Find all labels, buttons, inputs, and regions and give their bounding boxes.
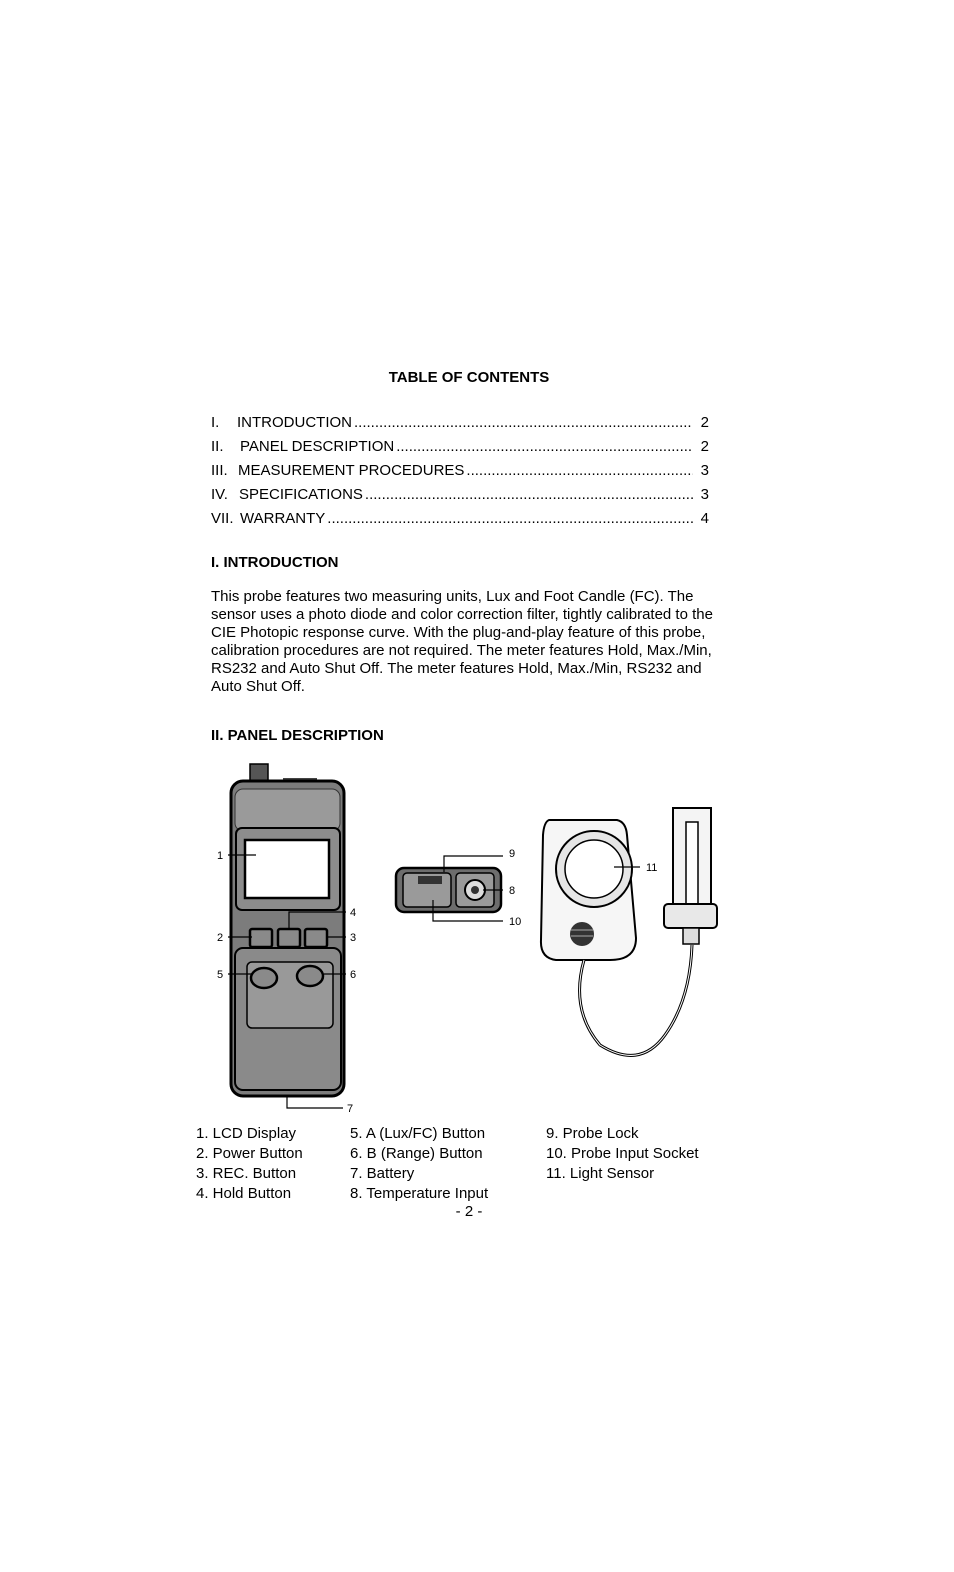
legend-column [350,1124,488,1204]
legend-item: 3. REC. Button [196,1165,297,1182]
toc-entry [211,438,709,462]
toc-entry-page: 3 [700,462,709,479]
toc-entry [211,462,709,486]
toc-entry-number: IV. [211,486,228,503]
toc-entry-number: III. [211,462,228,479]
callout-10: 10 [509,916,522,928]
callout-3: 3 [350,932,357,944]
toc-entry-label: PANEL DESCRIPTION [240,438,395,455]
legend-column [546,1124,699,1184]
toc-list [211,414,709,534]
toc-entry-page: 4 [700,510,709,527]
toc-entry-page: 2 [700,438,709,455]
legend-item: 10. Probe Input Socket [546,1145,699,1162]
callout-8: 8 [509,885,516,897]
legend-item: 6. B (Range) Button [350,1145,483,1162]
light-probe-illustration [541,808,717,1055]
toc-entry-label: SPECIFICATIONS [239,486,363,503]
callout-11: 11 [646,862,658,874]
legend-item: 1. LCD Display [196,1125,297,1142]
toc-leader-dots [396,438,692,456]
toc-entry-number: I. [211,414,220,431]
callout-4: 4 [350,907,357,919]
page-number: - 2 - [455,1203,483,1220]
introduction-heading: I. INTRODUCTION [211,554,339,571]
callout-2: 2 [217,932,224,944]
toc-entry-number: VII. [211,510,234,527]
legend-item: 2. Power Button [196,1145,303,1162]
legend-item: 8. Temperature Input [350,1185,489,1202]
legend-item: 4. Hold Button [196,1185,292,1202]
callout-9: 9 [509,848,516,860]
callout-1: 1 [217,850,224,862]
legend-item: 11. Light Sensor [546,1165,655,1182]
meter-illustration [231,764,344,1096]
toc-entry-page: 2 [700,414,709,431]
legend-item: 5. A (Lux/FC) Button [350,1125,486,1142]
callout-6: 6 [350,969,357,981]
legend-item: 7. Battery [350,1165,415,1182]
toc-leader-dots [365,486,693,504]
toc-leader-dots [327,510,692,528]
toc-leader-dots [466,462,692,480]
callout-5: 5 [217,969,224,981]
legend-column [196,1124,303,1204]
panel-description-heading: II. PANEL DESCRIPTION [211,727,384,744]
toc-leader-dots [354,414,693,432]
toc-entry-page: 3 [700,486,709,503]
toc-entry-number: II. [211,438,224,455]
panel-diagram [195,755,735,1120]
legend-item: 9. Probe Lock [546,1125,639,1142]
callout-7: 7 [347,1103,354,1115]
toc-entry [211,414,709,438]
toc-entry-label: INTRODUCTION [237,414,352,431]
toc-entry-label: MEASUREMENT PROCEDURES [238,462,465,479]
toc-entry [211,510,709,534]
toc-entry [211,486,709,510]
toc-title: TABLE OF CONTENTS [388,369,550,386]
introduction-paragraph: This probe features two measuring units, Lux and Foot Candle (FC). The sensor uses a photo diode and color correction filter, tightly calibrated to the CIE Photopic response curve. With the plug-and-play feature of this probe, calibration procedures are not required. The meter features Hold, Max./Min, RS232 and Auto Shut Off. The meter features Hold, Max./Min, RS232 and Auto Shut Off. [211,588,713,695]
toc-entry-label: WARRANTY [240,510,326,527]
